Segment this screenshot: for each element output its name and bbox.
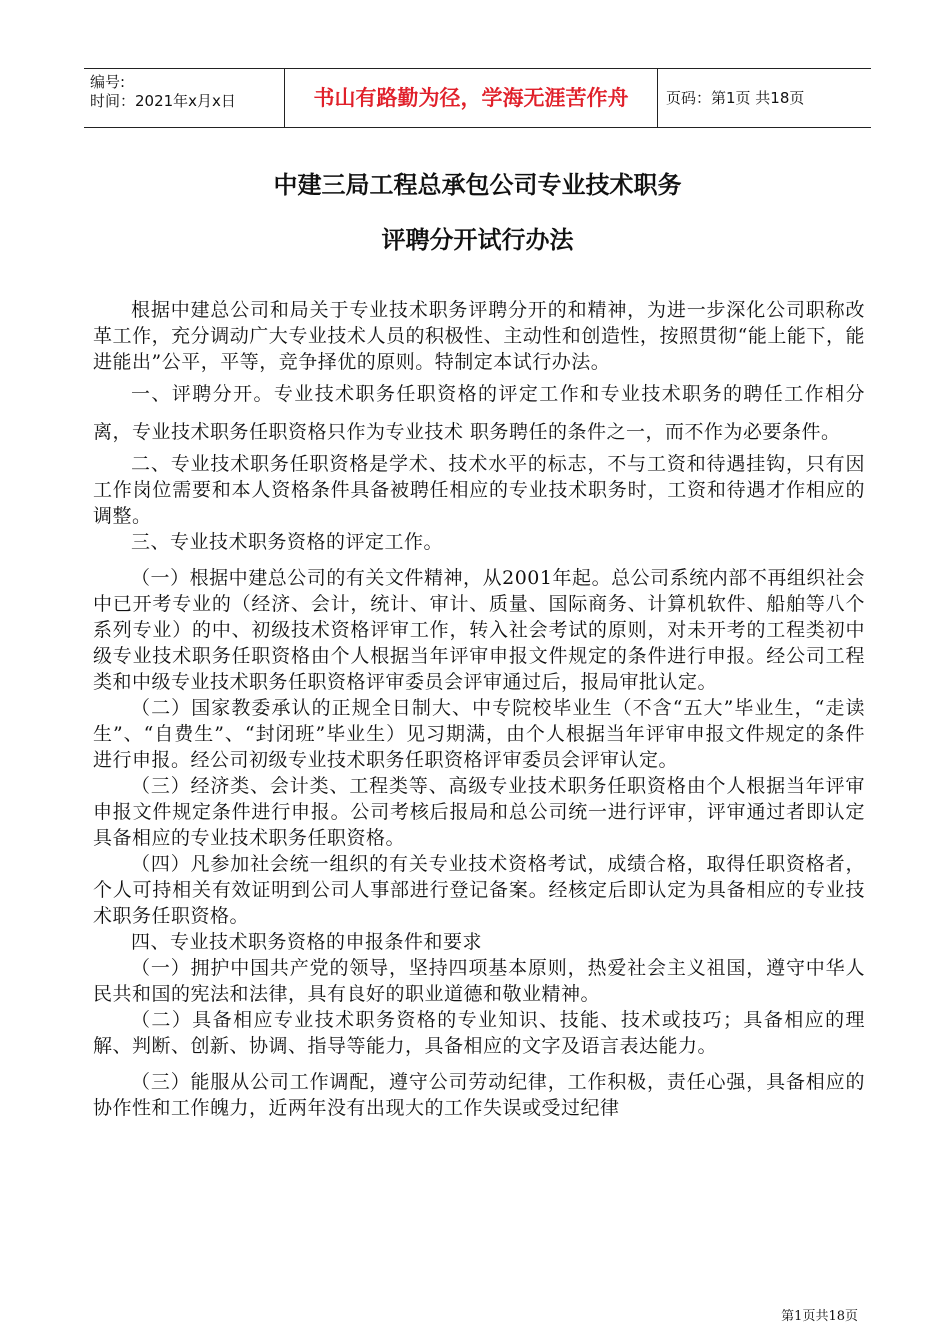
document-title-line2: 评聘分开试行办法	[381, 226, 574, 254]
header-motto: 书山有路勤为径，学海无涯苦作舟	[284, 69, 658, 127]
page-footer: 第1页共18页	[781, 1309, 858, 1324]
paragraph: 根据中建总公司和局关于专业技术职务评聘分开的和精神，为进一步深化公司职称改革工作，充分调动广大专业技术人员的积极性、主动性和创造性，按照贯彻“能上能下，能进能出”公平，平等，竞争择优的原则。特制定本试行办法。	[93, 299, 865, 373]
date-label: 时间：2021年x月x日	[90, 92, 236, 110]
page-header	[84, 68, 871, 128]
number-label: 编号:	[90, 73, 126, 91]
header-page-label: 页码：第1页 共18页	[666, 89, 805, 107]
paragraph: 三、专业技术职务资格的评定工作。	[131, 531, 444, 553]
paragraph: （二）具备相应专业技术职务资格的专业知识、技能、技术或技巧；具备相应的理解、判断、创新、协调、指导等能力，具备相应的文字及语言表达能力。	[93, 1009, 865, 1057]
paragraph: 一、评聘分开。专业技术职务任职资格的评定工作和专业技术职务的聘任工作相分离，专业技术职务任职资格只作为专业技术 职务聘任的条件之一，而不作为必要条件。	[93, 383, 865, 443]
paragraph: 二、专业技术职务任职资格是学术、技术水平的标志，不与工资和待遇挂钩，只有因工作岗位需要和本人资格条件具备被聘任相应的专业技术职务时，工资和待遇才作相应的调整。	[93, 453, 865, 527]
paragraph: （三）经济类、会计类、工程类等、高级专业技术职务任职资格由个人根据当年评审申报文件规定条件进行申报。公司考核后报局和总公司统一进行评审，评审通过者即认定具备相应的专业技术职务任职资格。	[93, 775, 865, 849]
paragraph: （一）根据中建总公司的有关文件精神，从2001年起。总公司系统内部不再组织社会中已开考专业的（经济、会计，统计、审计、质量、国际商务、计算机软件、船舶等八个系列专业）的中、初级技术资格评审工作，转入社会考试的原则，对未开考的工程类初中级专业技术职务任职资格由个人根据当年评审申报文件规定的条件进行申报。经公司工程类和中级专业技术职务任职资格评审委员会评审通过后，报局审批认定。	[93, 567, 865, 693]
paragraph: （一）拥护中国共产党的领导，坚持四项基本原则，热爱社会主义祖国，遵守中华人民共和国的宪法和法律，具有良好的职业道德和敬业精神。	[93, 957, 865, 1005]
document-title-line1: 中建三局工程总承包公司专业技术职务	[273, 171, 682, 199]
paragraph: （三）能服从公司工作调配，遵守公司劳动纪律，工作积极，责任心强，具备相应的协作性和工作魄力，近两年没有出现大的工作失误或受过纪律	[93, 1071, 865, 1119]
document-body	[93, 297, 865, 1121]
paragraph: （二）国家教委承认的正规全日制大、中专院校毕业生（不含“五大”毕业生，“走读生”、“自费生”、“封闭班”毕业生）见习期满，由个人根据当年评审申报文件规定的条件进行申报。经公司初级专业技术职务任职资格评审委员会评审认定。	[93, 697, 865, 771]
paragraph: （四）凡参加社会统一组织的有关专业技术资格考试，成绩合格，取得任职资格者，个人可持相关有效证明到公司人事部进行登记备案。经核定后即认定为具备相应的专业技术职务任职资格。	[93, 853, 865, 927]
paragraph: 四、专业技术职务资格的申报条件和要求	[131, 931, 483, 953]
header-info	[90, 73, 236, 111]
